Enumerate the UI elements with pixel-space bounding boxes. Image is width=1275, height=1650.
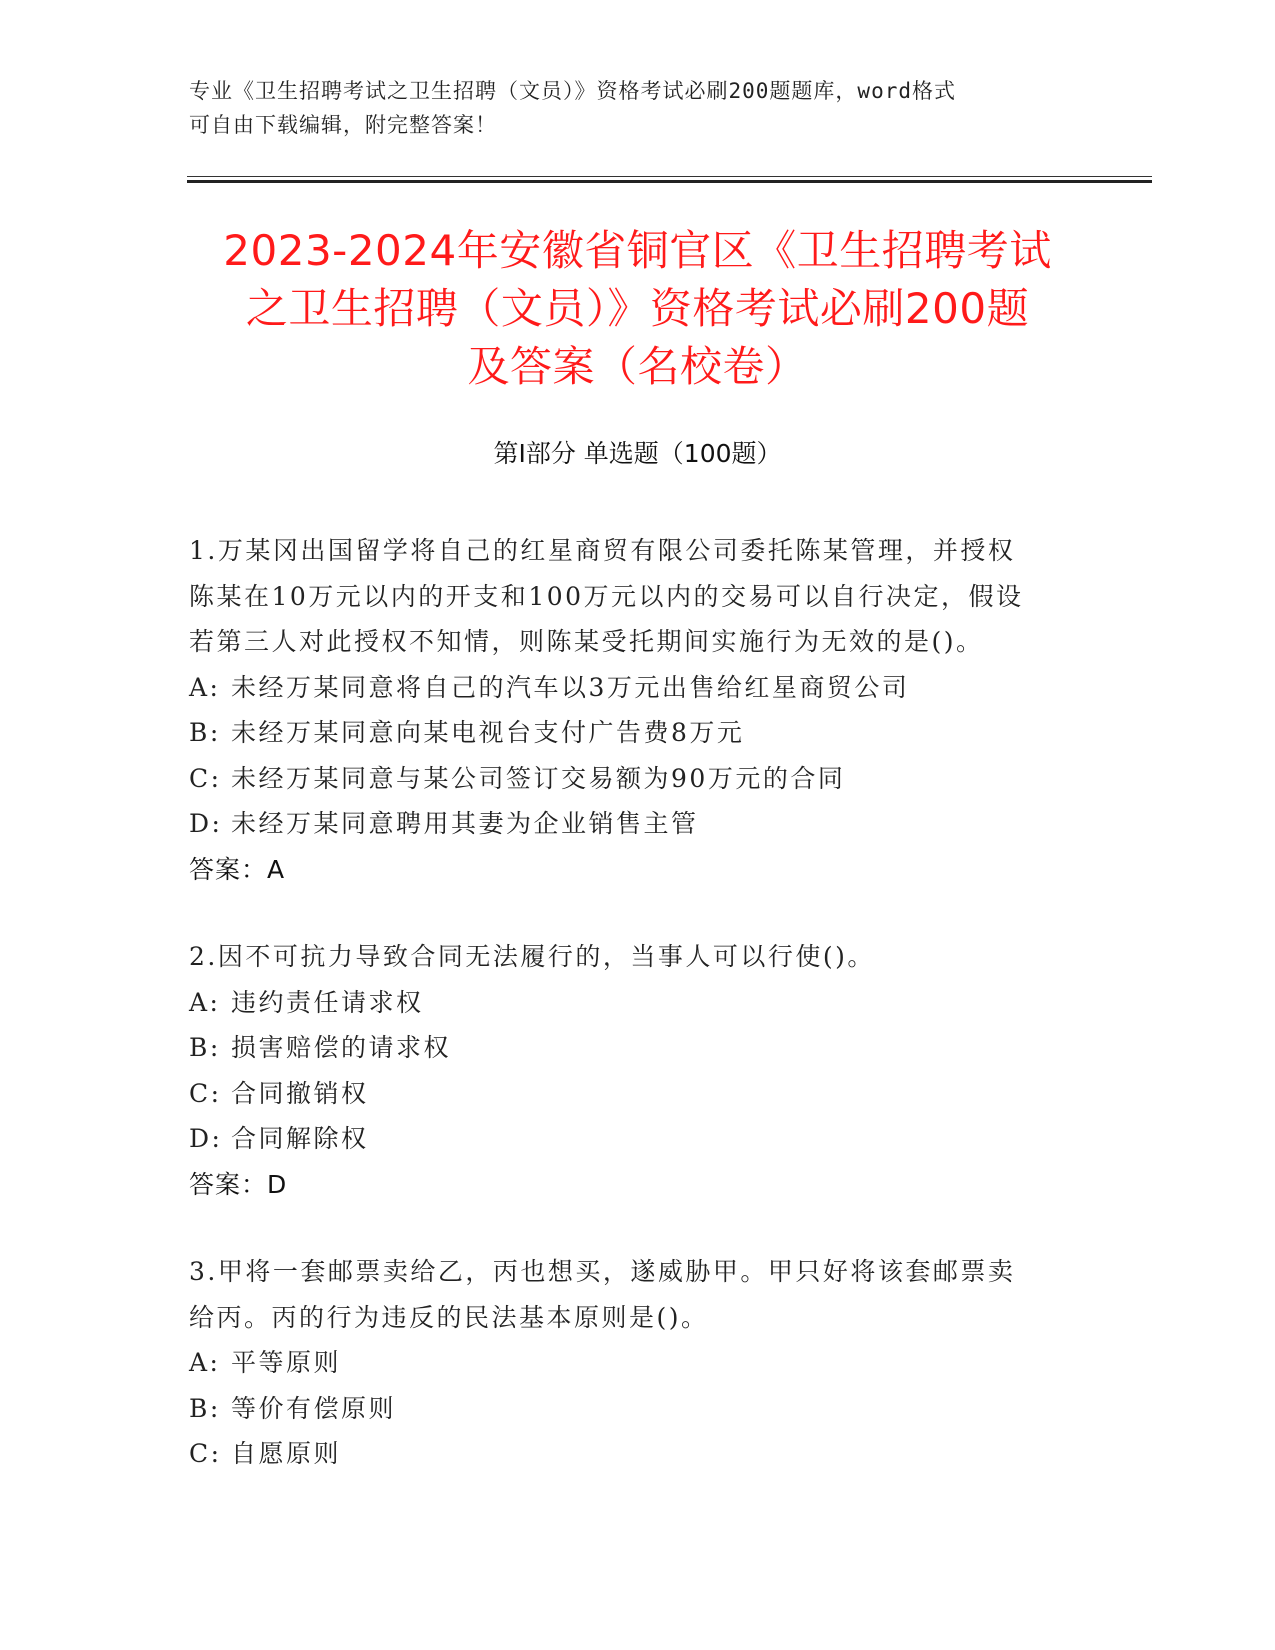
question-item bbox=[189, 1249, 1089, 1477]
title-line: 2023-2024年安徽省铜官区《卫生招聘考试 bbox=[223, 226, 1052, 275]
header-divider-thin bbox=[187, 176, 1152, 177]
title-line: 之卫生招聘（文员）》资格考试必刷200题 bbox=[245, 284, 1030, 333]
option-letter: D: bbox=[189, 1124, 223, 1153]
option-b bbox=[189, 1025, 1089, 1071]
option-text: 平等原则 bbox=[231, 1348, 342, 1377]
option-letter: A: bbox=[189, 672, 221, 702]
option-letter: B: bbox=[189, 718, 221, 747]
option-letter: A: bbox=[189, 1348, 221, 1377]
option-b bbox=[189, 1386, 1089, 1432]
option-a bbox=[189, 1340, 1089, 1386]
question-stem-line: 1.万某冈出国留学将自己的红星商贸有限公司委托陈某管理，并授权 bbox=[189, 536, 1016, 565]
option-letter: C: bbox=[189, 1078, 222, 1108]
option-text: 未经万某同意向某电视台支付广告费8万元 bbox=[231, 718, 745, 747]
question-stem-line: 若第三人对此授权不知情，则陈某受托期间实施行为无效的是()。 bbox=[189, 627, 984, 656]
title-line: 及答案（名校卷） bbox=[467, 342, 808, 391]
header-note-line: 可自由下载编辑，附完整答案！ bbox=[189, 113, 497, 137]
option-text: 未经万某同意聘用其妻为企业销售主管 bbox=[231, 809, 699, 838]
option-a bbox=[189, 980, 1089, 1026]
option-text: 未经万某同意将自己的汽车以3万元出售给红星商贸公司 bbox=[231, 672, 910, 702]
header-note bbox=[189, 74, 1089, 142]
section-heading: 第Ⅰ部分 单选题（100题） bbox=[493, 439, 782, 468]
option-text: 未经万某同意与某公司签订交易额为90万元的合同 bbox=[231, 763, 846, 793]
option-text: 等价有偿原则 bbox=[231, 1393, 397, 1423]
header-note-line: 专业《卫生招聘考试之卫生招聘（文员）》资格考试必刷200题题库，word格式 bbox=[189, 79, 956, 103]
option-letter: D: bbox=[189, 809, 223, 838]
option-d bbox=[189, 1116, 1089, 1162]
answer-line: 答案：A bbox=[189, 854, 286, 884]
header-divider-thick bbox=[187, 180, 1152, 183]
option-c bbox=[189, 756, 1089, 802]
option-text: 违约责任请求权 bbox=[231, 987, 424, 1017]
option-c bbox=[189, 1071, 1089, 1117]
question-list bbox=[189, 528, 1089, 1519]
option-a bbox=[189, 665, 1089, 711]
option-text: 合同撤销权 bbox=[231, 1078, 369, 1108]
option-letter: B: bbox=[189, 1393, 221, 1423]
question-stem-line: 陈某在10万元以内的开支和100万元以内的交易可以自行决定，假设 bbox=[189, 581, 1024, 611]
option-b bbox=[189, 710, 1089, 756]
option-text: 合同解除权 bbox=[231, 1124, 369, 1153]
document-title bbox=[160, 222, 1115, 396]
question-item bbox=[189, 528, 1089, 892]
option-text: 损害赔偿的请求权 bbox=[231, 1033, 452, 1062]
question-stem-line: 3.甲将一套邮票卖给乙，丙也想买，遂威胁甲。甲只好将该套邮票卖 bbox=[189, 1257, 1016, 1286]
question-stem-line: 2.因不可抗力导致合同无法履行的，当事人可以行使()。 bbox=[189, 942, 875, 971]
option-letter: C: bbox=[189, 1439, 222, 1468]
option-c bbox=[189, 1431, 1089, 1477]
answer-line: 答案：D bbox=[189, 1169, 288, 1199]
option-d bbox=[189, 801, 1089, 847]
option-letter: A: bbox=[189, 987, 221, 1017]
option-letter: C: bbox=[189, 763, 222, 793]
option-text: 自愿原则 bbox=[231, 1439, 342, 1468]
question-item bbox=[189, 934, 1089, 1207]
question-stem-line: 给丙。丙的行为违反的民法基本原则是()。 bbox=[189, 1302, 709, 1332]
option-letter: B: bbox=[189, 1033, 221, 1062]
